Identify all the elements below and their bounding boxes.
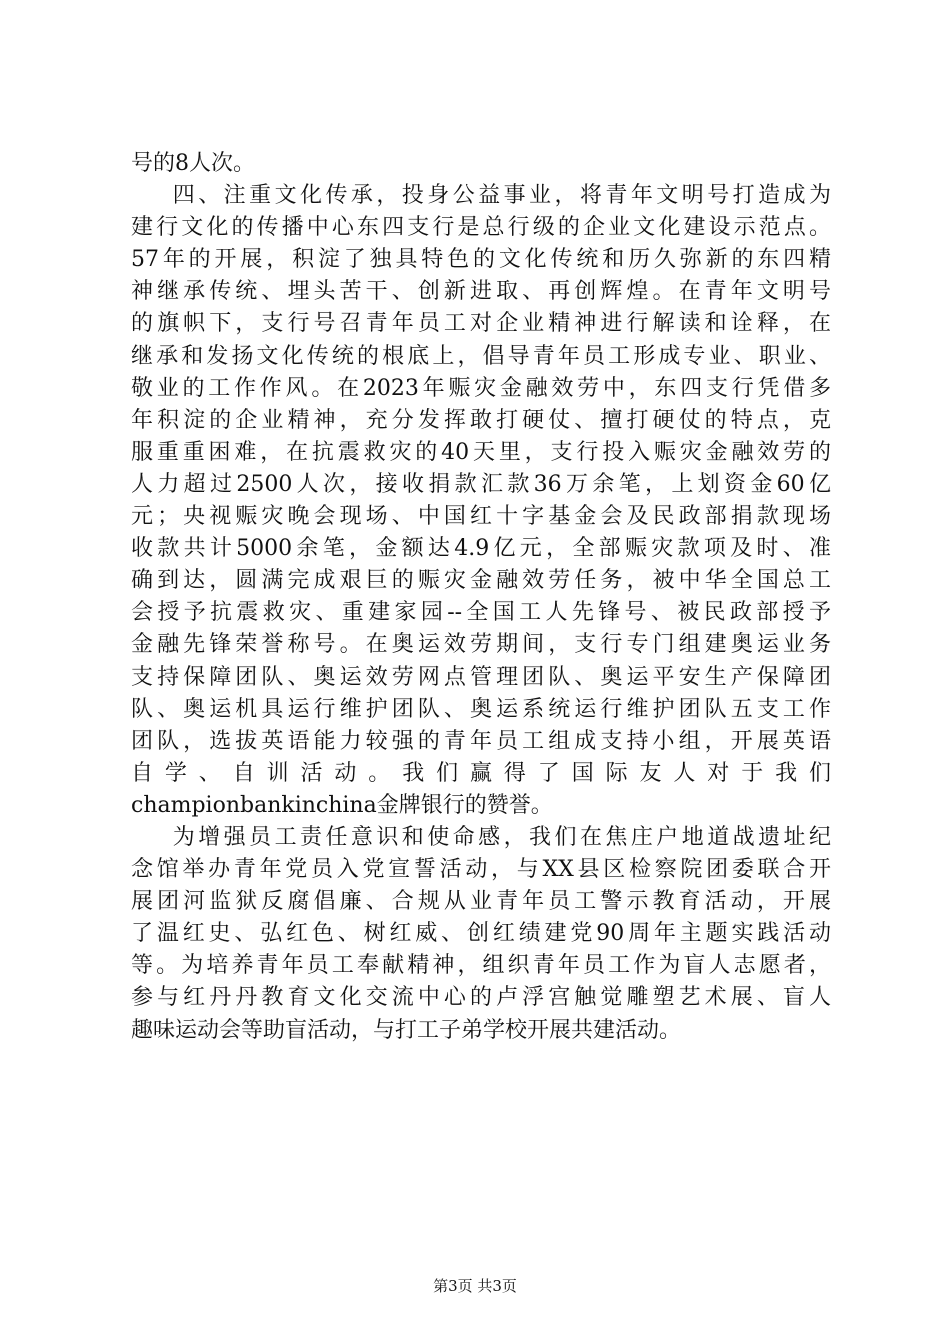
text-line: 的旗帜下，支行号召青年员工对企业精神进行解读和诠释，在 — [131, 311, 831, 337]
page-footer: 第3页 共3页 — [433, 1277, 517, 1295]
text-line: 支持保障团队、奥运效劳网点管理团队、奥运平安生产保障团 — [131, 664, 831, 690]
text-line: 元；央视赈灾晚会现场、中国红十字基金会及民政部捐款现场 — [131, 504, 831, 530]
text-line: 等。为培养青年员工奉献精神，组织青年员工作为盲人志愿者， — [131, 953, 831, 979]
text-line: championbankinchina金牌银行的赞誉。 — [131, 792, 553, 818]
text-line: 队、奥运机具运行维护团队、奥运系统运行维护团队五支工作 — [131, 696, 831, 722]
text-line: 服重重困难，在抗震救灾的40天里，支行投入赈灾金融效劳的 — [131, 439, 831, 465]
text-line: 为增强员工责任意识和使命感，我们在焦庄户地道战遗址纪 — [131, 824, 831, 850]
text-line: 确到达，圆满完成艰巨的赈灾金融效劳任务，被中华全国总工 — [131, 568, 831, 594]
text-line: 金融先锋荣誉称号。在奥运效劳期间，支行专门组建奥运业务 — [131, 632, 831, 658]
text-line: 会授予抗震救灾、重建家园--全国工人先锋号、被民政部授予 — [131, 600, 831, 626]
text-line: 四、注重文化传承，投身公益事业，将青年文明号打造成为 — [131, 183, 831, 209]
text-line: 展团河监狱反腐倡廉、合规从业青年员工警示教育活动，开展 — [131, 889, 831, 915]
text-line: 团队，选拔英语能力较强的青年员工组成支持小组，开展英语 — [131, 728, 831, 754]
text-line: 继承和发扬文化传统的根底上，倡导青年员工形成专业、职业、 — [131, 343, 831, 369]
text-line: 敬业的工作作风。在2023年赈灾金融效劳中，东四支行凭借多 — [131, 375, 831, 401]
text-line: 人力超过2500人次，接收捐款汇款36万余笔，上划资金60亿 — [131, 471, 831, 497]
text-line: 念馆举办青年党员入党宣誓活动，与XX县区检察院团委联合开 — [131, 857, 831, 883]
text-line: 建行文化的传播中心东四支行是总行级的企业文化建设示范点。 — [131, 215, 831, 241]
text-line: 57年的开展，积淀了独具特色的文化传统和历久弥新的东四精 — [131, 247, 831, 273]
text-line: 神继承传统、埋头苦干、创新进取、再创辉煌。在青年文明号 — [131, 279, 831, 305]
text-line: 年积淀的企业精神，充分发挥敢打硬仗、擅打硬仗的特点，克 — [131, 407, 831, 433]
document-body — [131, 148, 831, 1047]
text-line: 了温红史、弘红色、树红威、创红绩建党90周年主题实践活动 — [131, 921, 831, 947]
text-line: 号的8人次。 — [131, 151, 255, 176]
text-line: 参与红丹丹教育文化交流中心的卢浮宫触觉雕塑艺术展、盲人 — [131, 985, 831, 1011]
text-line: 收款共计5000余笔，金额达4.9亿元，全部赈灾款项及时、准 — [131, 536, 831, 562]
text-line: 自 学 、 自 训 活 动 。 我 们 赢 得 了 国 际 友 人 对 于 我 们 — [131, 760, 831, 786]
text-line: 趣味运动会等助盲活动，与打工子弟学校开展共建活动。 — [131, 1017, 682, 1043]
